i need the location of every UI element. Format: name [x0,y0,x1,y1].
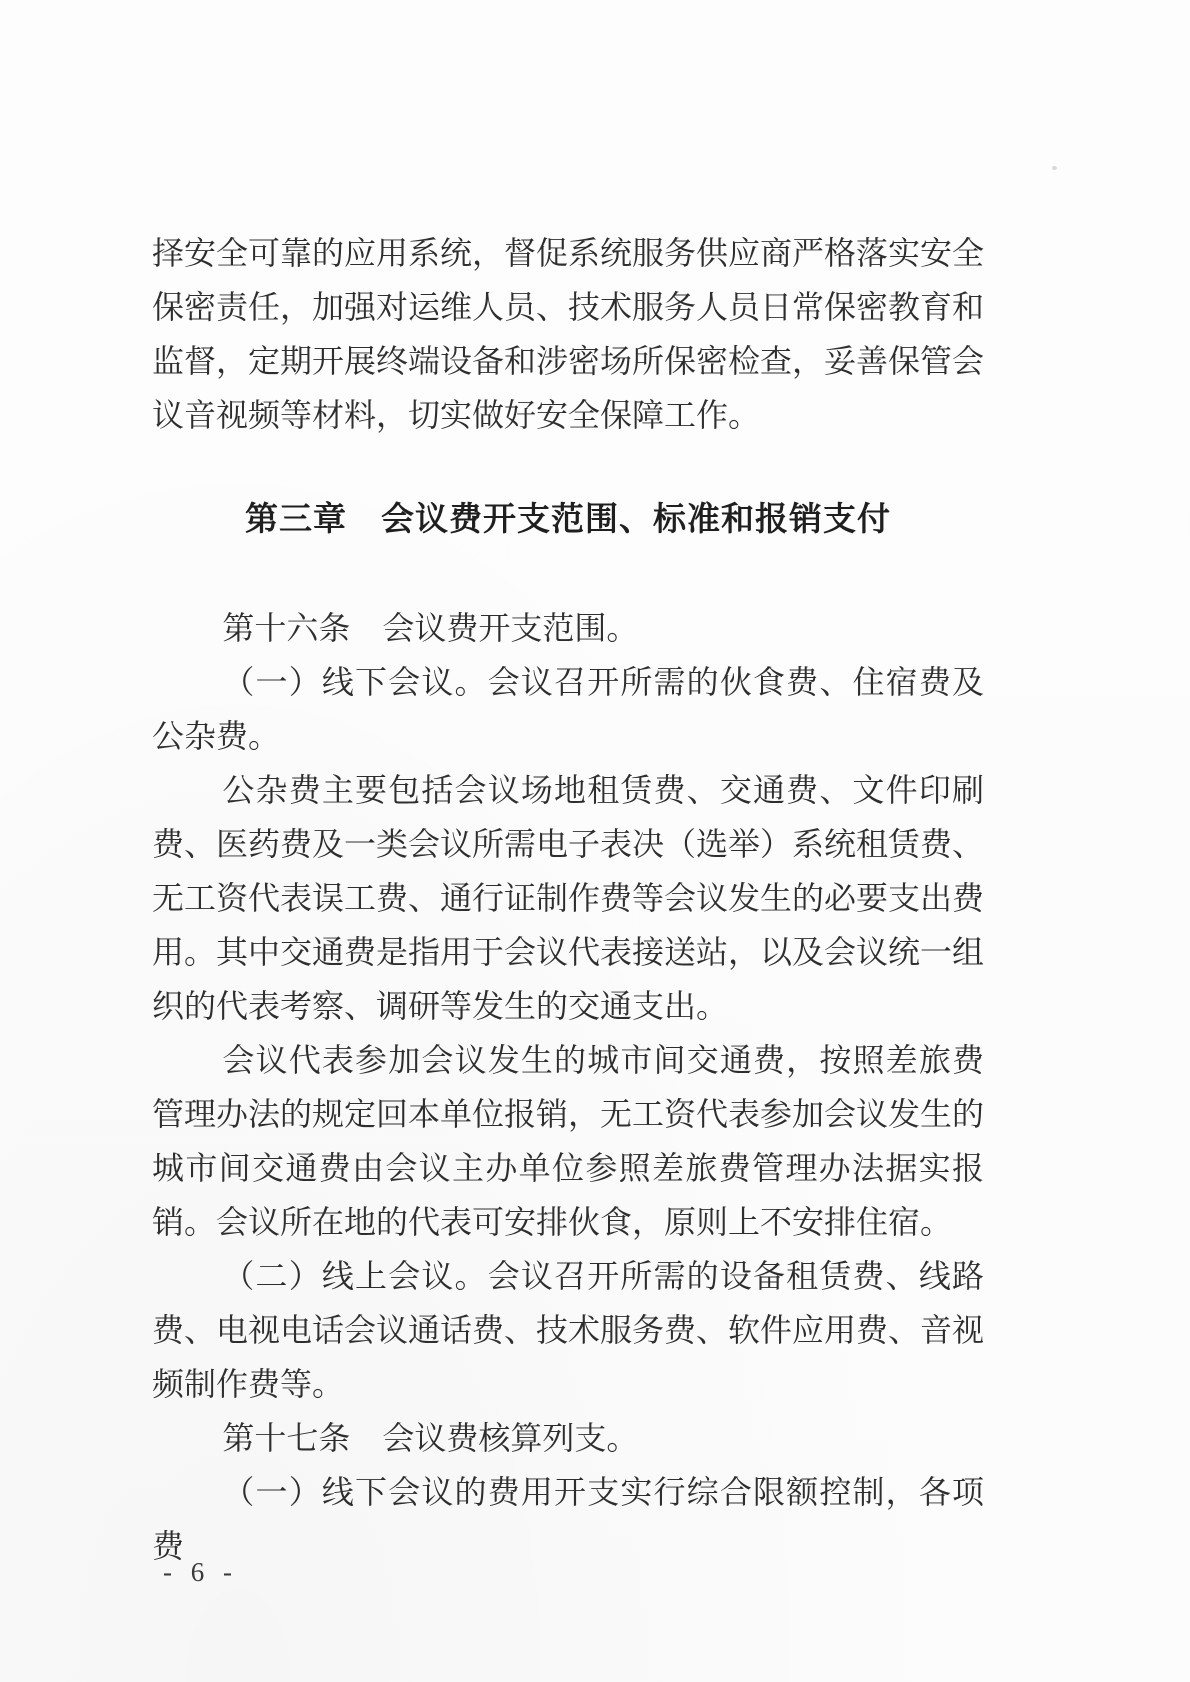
article-16-title-paragraph: 第十六条 会议费开支范围。 [222,610,639,646]
article-16-misc-fees-paragraph: 公杂费主要包括会议场地租赁费、交通费、文件印刷费、医药费及一类会议所需电子表决（选举）系统租赁费、无工资代表误工费、通行证制作费等会议发生的必要支出费用。其中交通费是指用于会议代表接送站，以及会议统一组织的代表考察、调研等发生的交通支出。 [152,772,985,1024]
article-17-item-1-paragraph: （一）线下会议的费用开支实行综合限额控制，各项费 [152,1474,984,1564]
continuation-paragraph: 择安全可靠的应用系统，督促系统服务供应商严格落实安全保密责任，加强对运维人员、技术服务人员日常保密教育和监督，定期开展终端设备和涉密场所保密检查，妥善保管会议音视频等材料，切实做好安全保障工作。 [152,235,985,433]
article-17-title-paragraph: 第十七条 会议费核算列支。 [222,1420,639,1456]
page-number: - 6 - [163,1557,238,1587]
article-16-intercity-transport-paragraph: 会议代表参加会议发生的城市间交通费，按照差旅费管理办法的规定回本单位报销，无工资代表参加会议发生的城市间交通费由会议主办单位参照差旅费管理办法据实报销。会议所在地的代表可安排伙食，原则上不安排住宿。 [152,1042,985,1240]
document-body [152,226,984,1573]
article-16-item-2-paragraph: （二）线上会议。会议召开所需的设备租赁费、线路费、电视电话会议通话费、技术服务费、软件应用费、音视频制作费等。 [152,1258,985,1402]
article-16-item-1-paragraph: （一）线下会议。会议召开所需的伙食费、住宿费及公杂费。 [152,664,984,754]
scan-speck-artifact [1052,166,1057,170]
chapter-heading: 第三章 会议费开支范围、标准和报销支付 [245,502,891,538]
